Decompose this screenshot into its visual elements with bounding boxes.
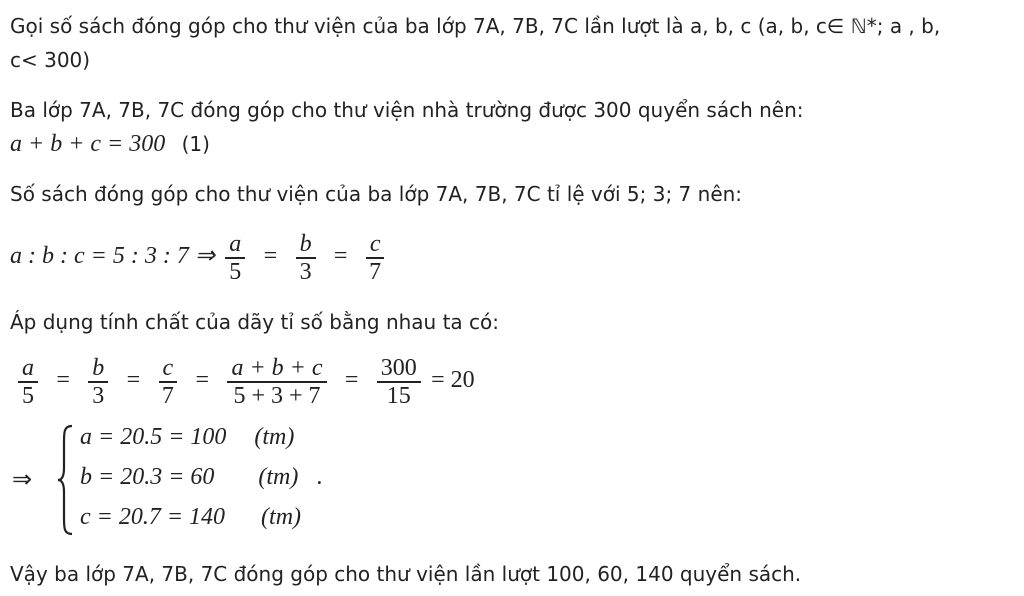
sum-eq: a + b + c = 300 [10, 131, 166, 157]
ratio-chain: $\frac{a}{5}$ = $\frac{b}{3}$ = $\frac{c}{7}$ = $\frac{a + b + c}{5 + 3 + 7}$ = $\frac{300}{15}$ = 20 [14, 350, 475, 410]
chain-frac-a: $\frac{a}{5}$ [18, 355, 38, 409]
chain-frac-sum: $\frac{a + b + c}{5 + 3 + 7}$ [227, 355, 326, 409]
conclusion-text: Vậy ba lớp 7A, 7B, 7C đóng góp cho thư viện lần lượt 100, 60, 140 quyển sách. [10, 562, 802, 586]
ratio-frac-a: $\frac{a}{5}$ [225, 231, 245, 285]
property-text: Áp dụng tính chất của dãy tỉ số bằng nhau ta có: [10, 310, 500, 334]
system-row-c: c = 20.7 = 140 (tm) [80, 504, 302, 530]
chain-frac-300-15: $\frac{300}{15}$ [377, 355, 421, 409]
system-row-b: b = 20.3 = 60 (tm) . [80, 464, 323, 490]
sum-equation [10, 130, 210, 158]
ratio-lhs: a : b : c = 5 : 3 : 7 ⇒ [10, 243, 215, 269]
sum-label: (1) [181, 132, 210, 156]
intro-line-2: c< 300) [10, 48, 91, 72]
chain-frac-b: $\frac{b}{3}$ [88, 355, 108, 409]
sum-text: Ba lớp 7A, 7B, 7C đóng góp cho thư viện nhà trường được 300 quyển sách nên: [10, 98, 804, 122]
ratio-frac-c: $\frac{c}{7}$ [366, 231, 385, 285]
chain-frac-c: $\frac{c}{7}$ [159, 355, 178, 409]
implies-arrow: ⇒ [12, 467, 33, 493]
left-brace-icon [56, 424, 74, 536]
chain-result: = 20 [431, 367, 475, 393]
ratio-frac-b: $\frac{b}{3}$ [296, 231, 316, 285]
ratio-equation: a : b : c = 5 : 3 : 7 ⇒ $\frac{a}{5}$ = $\frac{b}{3}$ = $\frac{c}{7}$ [10, 226, 388, 286]
system-row-a: a = 20.5 = 100 (tm) [80, 424, 295, 450]
intro-line-1: Gọi số sách đóng góp cho thư viện của ba lớp 7A, 7B, 7C lần lượt là a, b, c (a, b, c∈ ℕ*; a , b, [10, 14, 941, 38]
ratio-text: Số sách đóng góp cho thư viện của ba lớp 7A, 7B, 7C tỉ lệ với 5; 3; 7 nên: [10, 182, 743, 206]
